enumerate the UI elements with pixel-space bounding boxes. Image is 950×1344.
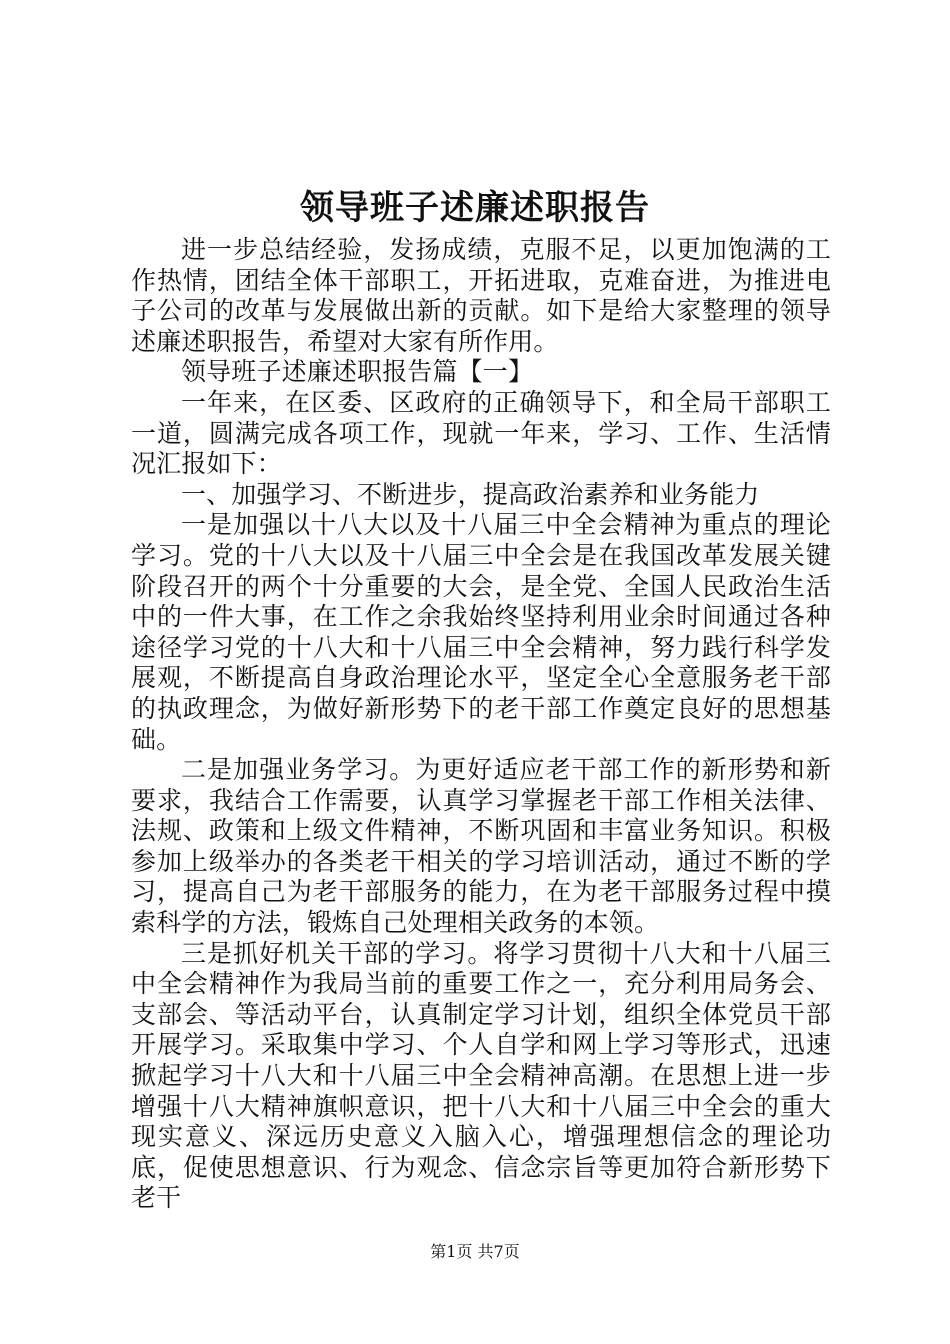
paragraph-cadre-study: 三是抓好机关干部的学习。将学习贯彻十八大和十八届三中全会精神作为我局当前的重要工作之一，充分利用局务会、支部会、等活动平台，认真制定学习计划，组织全体党员干部开展学习。采取集中学习、个人自学和网上学习等形式，迅速掀起学习十八大和十八届三中全会精神高潮。在思想上进一步增强十八大精神旗帜意识，把十八大和十八届三中全会的重大现实意义、深远历史意义入脑入心，增强理想信念的理论功底，促使思想意识、行为观念、信念宗旨等更加符合新形势下老干 [131, 938, 831, 1213]
document-title: 领导班子述廉述职报告 [300, 188, 650, 228]
document-body [131, 235, 831, 1214]
paragraph-intro: 进一步总结经验，发扬成绩，克服不足，以更加饱满的工作热情，团结全体干部职工，开拓进取，克难奋进，为推进电子公司的改革与发展做出新的贡献。如下是给大家整理的领导述廉述职报告，希望对大家有所作用。 [131, 235, 831, 356]
subheading-learning: 一、加强学习、不断进步，提高政治素养和业务能力 [181, 479, 760, 509]
section-heading: 领导班子述廉述职报告篇【一】 [181, 357, 534, 387]
paragraph-theory-study: 一是加强以十八大以及十八届三中全会精神为重点的理论学习。党的十八大以及十八届三中全会是在我国改革发展关键阶段召开的两个十分重要的大会，是全党、全国人民政治生活中的一件大事，在工作之余我始终坚持利用业余时间通过各种途径学习党的十八大和十八届三中全会精神，努力践行科学发展观，不断提高自身政治理论水平，坚定全心全意服务老干部的执政理念，为做好新形势下的老干部工作奠定良好的思想基础。 [131, 510, 831, 754]
paragraph-overview: 一年来，在区委、区政府的正确领导下，和全局干部职工一道，圆满完成各项工作，现就一年来，学习、工作、生活情况汇报如下： [131, 387, 831, 479]
paragraph-business-study: 二是加强业务学习。为更好适应老干部工作的新形势和新要求，我结合工作需要，认真学习掌握老干部工作相关法律、法规、政策和上级文件精神，不断巩固和丰富业务知识。积极参加上级举办的各类老干相关的学习培训活动，通过不断的学习，提高自己为老干部服务的能力，在为老干部服务过程中摸索科学的方法，锻炼自己处理相关政务的本领。 [131, 755, 831, 938]
page-number: 第1页 共7页 [430, 1242, 520, 1261]
